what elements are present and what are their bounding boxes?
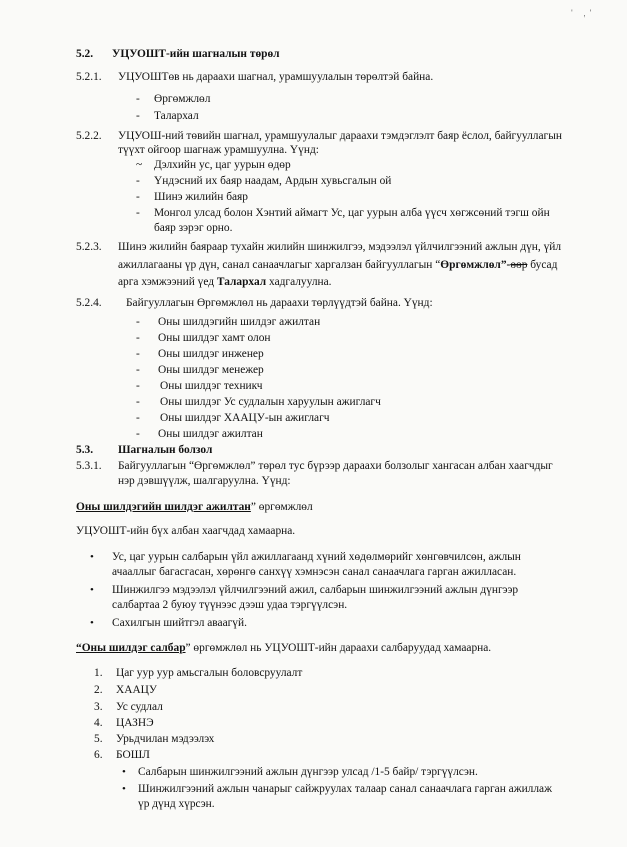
list-marker: - (136, 332, 140, 344)
section-5-3-number: 5.3. (76, 444, 94, 456)
list-marker: - (136, 191, 140, 203)
best-employee-heading (76, 500, 313, 514)
branch-item: Ус судлал (116, 701, 163, 713)
boshl-criteria-line: Салбарын шинжилгээний ажлын дүнгээр улсад /1-5 байр/ тэргүүлсэн. (138, 766, 478, 778)
best-employee-suffix: ” өргөмжлөл (250, 501, 313, 513)
para-5-2-3-line: Шинэ жилийн баяраар тухайн жилийн шинжилгээ, мэдээлэл үйлчилгээний ажлын дүн, үйл (118, 241, 562, 253)
list-item: Оны шилдэг хамт олон (158, 332, 271, 344)
list-marker: - (136, 175, 140, 187)
criteria-line: Шинжилгээ мэдээлэл үйлчилгээний ажил, салбарын шинжилгээний ажлын дүнгээр (112, 584, 519, 596)
para-5-2-4-number: 5.2.4. (76, 297, 102, 309)
best-branch-heading (76, 641, 491, 655)
text-run: ажиллагааны үр дүн, санал санаачлагыг харгалзан байгууллагын “ (118, 259, 441, 271)
para-5-2-3-number: 5.2.3. (76, 241, 102, 253)
ordered-number: 6. (94, 749, 103, 761)
scan-mark: ' ,ʹ (571, 8, 596, 18)
struck-text: өөр (510, 259, 528, 271)
ordered-number: 4. (94, 717, 103, 729)
bullet-icon: • (90, 617, 94, 629)
list-item: Оны шилдэг менежер (158, 364, 264, 376)
branch-item: ХААЦУ (116, 684, 157, 696)
branch-item: Цаг уур уур амьсгалын боловсруулалт (116, 667, 303, 679)
bold-term: Өргөмжлөл (440, 259, 501, 271)
branch-item: ЦАЗНЭ (116, 717, 154, 729)
list-marker: - (136, 412, 140, 424)
bullet-icon: • (122, 766, 126, 778)
text-run: хадгалуулна. (266, 276, 332, 288)
list-item: Үндэсний их баяр наадам, Ардын хувьсгалын ой (154, 175, 392, 187)
text-run: ”- (500, 259, 511, 271)
branch-item: Урьдчилан мэдээлэх (116, 733, 215, 745)
best-branch-suffix: ” өргөмжлөл нь УЦУОШТ-ийн дараахи салбаруудад хамаарна. (185, 642, 492, 654)
para-5-2-1-text: УЦУОШТөв нь дараахи шагнал, урамшуулалын төрөлтэй байна. (118, 71, 434, 83)
ordered-number: 1. (94, 667, 103, 679)
ordered-number: 2. (94, 684, 103, 696)
list-item: Оны шилдэг ХААЦУ-ын ажиглагч (160, 412, 330, 424)
list-marker: - (136, 380, 140, 392)
para-5-2-3-line (118, 258, 557, 272)
bullet-icon: • (122, 783, 126, 795)
list-marker: ~ (136, 159, 143, 171)
list-item: Оны шилдэг инженер (158, 348, 264, 360)
section-5-3-title: Шагналын болзол (118, 444, 213, 456)
text-run: арга хэмжээний үед (118, 276, 217, 288)
boshl-criteria-line: Шинжилгээний ажлын чанарыг сайжруулах талаар санал санаачлага гарган ажиллаж (138, 783, 552, 795)
bullet-icon: • (90, 551, 94, 563)
list-marker: - (136, 110, 140, 122)
list-marker: - (136, 316, 140, 328)
text-run: бусад (527, 259, 558, 271)
para-5-2-2-number: 5.2.2. (76, 130, 102, 142)
list-marker: - (136, 364, 140, 376)
criteria-line: ачааллыг багасгасан, хөрөнгө санхүү хэмнэсэн санал санаачлага гарган ажилласан. (112, 566, 517, 578)
list-item-continuation: баяр зэрэг орно. (154, 222, 233, 234)
para-5-3-1-line: Байгууллагын “Өргөмжлөл” төрөл тус бүрээр дараахи болзолыг хангасан албан хаагчдыг (118, 460, 553, 472)
list-item: Монгол улсад болон Хэнтий аймагт Ус, цаг уурын алба үүсч хөгжсөний тэгш ойн (154, 207, 550, 219)
para-5-3-1-line: нэр дэвшүүлж, шалгаруулна. Үүнд: (118, 475, 291, 487)
list-marker: - (136, 93, 140, 105)
list-marker: - (136, 207, 140, 219)
bold-term: Талархал (216, 276, 267, 288)
ordered-number: 3. (94, 701, 103, 713)
list-item: Шинэ жилийн баяр (154, 191, 248, 203)
para-5-2-2-line: түүхт ойгоор шагнаж урамшуулна. Үүнд: (118, 144, 319, 156)
bullet-icon: • (90, 584, 94, 596)
para-5-2-3-line (118, 275, 332, 289)
section-5-2-title: УЦУОШТ-ийн шагналын төрөл (112, 48, 280, 60)
branch-item: БОШЛ (116, 749, 150, 761)
criteria-line: Ус, цаг уурын салбарын үйл ажиллагаанд хүний хөдөлмөрийг хөнгөвчилсөн, ажлын (112, 551, 521, 563)
best-branch-title: “Оны шилдэг салбар (76, 642, 186, 654)
para-5-2-4-text: Байгууллагын Өргөмжлөл нь дараахи төрлүүдтэй байна. Үүнд: (126, 297, 433, 309)
list-item: Дэлхийн ус, цаг уурын өдөр (154, 159, 291, 171)
list-item: Оны шилдэгийн шилдэг ажилтан (158, 316, 321, 328)
best-employee-title: Оны шилдэгийн шилдэг ажилтан (76, 501, 251, 513)
list-item: Оны шилдэг Ус судлалын харуулын ажиглагч (160, 396, 381, 408)
list-marker: - (136, 396, 140, 408)
list-marker: - (136, 348, 140, 360)
para-5-3-1-number: 5.3.1. (76, 460, 102, 472)
list-item: Өргөмжлөл (154, 93, 211, 105)
criteria-line: салбартаа 2 буюу түүнээс дээш удаа тэргүүлсэн. (112, 599, 348, 611)
criteria-line: Сахилгын шийтгэл аваагүй. (112, 617, 247, 629)
list-item: Талархал (154, 110, 199, 122)
list-marker: - (136, 428, 140, 440)
boshl-criteria-line: үр дүнд хүрсэн. (138, 798, 215, 810)
section-5-2-number: 5.2. (76, 48, 94, 60)
para-5-2-1-number: 5.2.1. (76, 71, 102, 83)
para-5-2-2-line: УЦУОШ-ний төвийн шагнал, урамшуулалыг дараахи тэмдэглэлт баяр ёслол, байгууллагын (118, 130, 562, 142)
ordered-number: 5. (94, 733, 103, 745)
list-item: Оны шилдэг техникч (160, 380, 263, 392)
best-employee-scope: УЦУОШТ-ийн бүх албан хаагчдад хамаарна. (76, 525, 296, 537)
list-item: Оны шилдэг ажилтан (158, 428, 263, 440)
